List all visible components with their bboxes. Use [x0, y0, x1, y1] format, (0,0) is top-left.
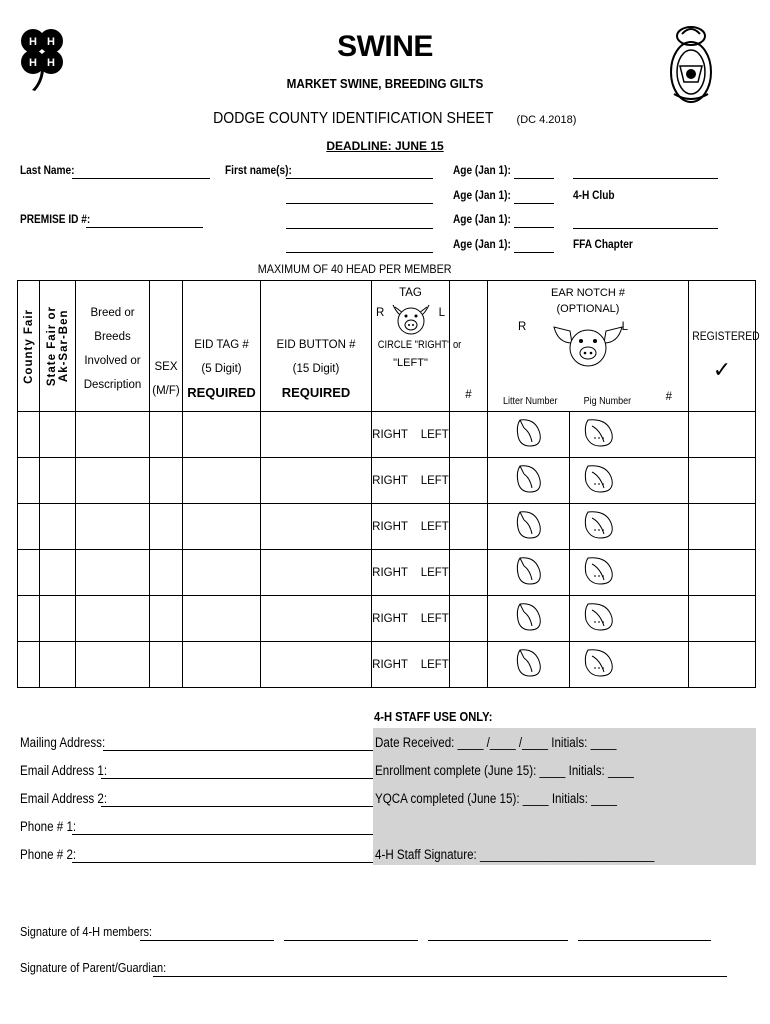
- breed-cell[interactable]: [76, 550, 150, 596]
- table-row: [18, 642, 756, 688]
- member-signature-input-4[interactable]: [578, 940, 711, 941]
- tag-side-cell[interactable]: [372, 504, 450, 550]
- pig-ear-icon: [582, 600, 616, 637]
- email1-input[interactable]: [101, 778, 373, 779]
- state-fair-cell[interactable]: [40, 642, 76, 688]
- sex-cell[interactable]: [150, 504, 183, 550]
- state-fair-cell[interactable]: [40, 504, 76, 550]
- county-fair-cell[interactable]: [18, 458, 40, 504]
- county-fair-cell[interactable]: [18, 504, 40, 550]
- eid-button-header: [261, 281, 372, 412]
- max-head-text: MAXIMUM OF 40 HEAD PER MEMBER: [258, 262, 452, 276]
- ear-notch-label: EAR NOTCH #: [551, 287, 625, 299]
- right-option[interactable]: RIGHT: [372, 658, 408, 671]
- tag-instruction-2: "LEFT": [393, 357, 428, 369]
- breed-cell[interactable]: [76, 412, 150, 458]
- pig-number-cell[interactable]: [570, 504, 689, 550]
- club-label: 4-H Club: [573, 190, 615, 202]
- first-name-input-3[interactable]: [286, 228, 433, 229]
- animal-id-table: [17, 280, 760, 688]
- registered-cell[interactable]: [689, 596, 756, 642]
- tag-number-cell[interactable]: [450, 458, 488, 504]
- eid-button-cell[interactable]: [261, 412, 372, 458]
- deadline: DEADLINE: JUNE 15: [326, 139, 444, 153]
- tag-side-cell[interactable]: [372, 596, 450, 642]
- breed-cell[interactable]: [76, 642, 150, 688]
- litter-ear-icon: [514, 441, 544, 453]
- svg-text:H: H: [47, 36, 55, 48]
- breed-cell[interactable]: [76, 458, 150, 504]
- eid-tag-label-2: (5 Digit): [201, 363, 242, 375]
- registered-header: [689, 281, 760, 412]
- eid-button-cell[interactable]: [261, 458, 372, 504]
- sheet-title-line: [0, 110, 770, 128]
- table-header-row: [18, 281, 756, 412]
- pig-ear-icon: [582, 416, 616, 453]
- pig-ear-icon: [582, 646, 616, 683]
- tag-instruction-1: CIRCLE "RIGHT" or: [377, 339, 462, 351]
- phone2-input[interactable]: [72, 862, 373, 863]
- page-subtitle: MARKET SWINE, BREEDING GILTS: [286, 76, 484, 91]
- eid-tag-required: REQUIRED: [187, 385, 256, 400]
- litter-number-cell[interactable]: [488, 458, 570, 504]
- svg-text:H: H: [29, 36, 37, 48]
- county-fair-header: [18, 281, 40, 412]
- county-fair-cell[interactable]: [18, 596, 40, 642]
- last-name-label: Last Name:: [20, 165, 75, 177]
- phone1-input[interactable]: [72, 834, 373, 835]
- table-row: [18, 504, 756, 550]
- age-input-3[interactable]: [514, 227, 554, 228]
- county-fair-cell[interactable]: [18, 550, 40, 596]
- county-fair-cell[interactable]: [18, 642, 40, 688]
- county-fair-label: County Fair: [22, 308, 35, 384]
- pig-number-cell[interactable]: [570, 596, 689, 642]
- breed-cell[interactable]: [76, 504, 150, 550]
- breed-label-2: Breeds: [94, 331, 131, 343]
- date-received: Date Received: ____ /____ /____ Initials: ____: [375, 735, 617, 750]
- mailing-address-input[interactable]: [103, 750, 373, 751]
- hash-header-1: #: [450, 281, 488, 412]
- member-signature-input-3[interactable]: [428, 940, 568, 941]
- ear-notch-header: [488, 281, 689, 412]
- age-label-1: Age (Jan 1):: [453, 165, 511, 177]
- svg-text:H: H: [29, 57, 37, 69]
- tag-side-cell[interactable]: [372, 550, 450, 596]
- tag-side-cell[interactable]: [372, 642, 450, 688]
- sex-label-1: SEX: [154, 361, 178, 373]
- sex-header: [150, 281, 183, 412]
- yqca-completed: YQCA completed (June 15): ____ Initials: ____: [375, 791, 618, 806]
- first-names-label: First name(s):: [225, 165, 292, 177]
- litter-number-cell[interactable]: [488, 504, 570, 550]
- litter-ear-icon: [514, 579, 544, 591]
- tag-number-cell[interactable]: [450, 550, 488, 596]
- pig-ear-icon: [582, 554, 616, 591]
- left-option[interactable]: LEFT: [420, 428, 449, 441]
- eid-tag-cell[interactable]: [183, 642, 261, 688]
- eid-button-label-1: EID BUTTON #: [276, 339, 356, 351]
- member-signature-input-2[interactable]: [284, 940, 418, 941]
- registered-cell[interactable]: [689, 550, 756, 596]
- first-name-input-4[interactable]: [286, 252, 433, 253]
- phone1-label: Phone # 1:: [20, 819, 77, 834]
- pig-number-cell[interactable]: [570, 412, 689, 458]
- club-name-input[interactable]: [573, 178, 718, 179]
- registered-cell[interactable]: [689, 412, 756, 458]
- pig-ear-icon: [582, 508, 616, 545]
- left-option[interactable]: LEFT: [420, 474, 449, 487]
- member-signature-label: Signature of 4-H members:: [20, 925, 153, 939]
- left-option[interactable]: LEFT: [420, 520, 449, 533]
- member-signature-input-1[interactable]: [140, 940, 274, 941]
- registered-cell[interactable]: [689, 458, 756, 504]
- tag-number-cell[interactable]: [450, 596, 488, 642]
- age-label-2: Age (Jan 1):: [453, 190, 511, 202]
- sex-cell[interactable]: [150, 596, 183, 642]
- pig-number-label: Pig Number: [583, 396, 632, 407]
- state-fair-header: [40, 281, 76, 412]
- table-row: [18, 458, 756, 504]
- state-fair-cell[interactable]: [40, 596, 76, 642]
- eid-tag-label-1: EID TAG #: [194, 339, 249, 351]
- age-input-2[interactable]: [514, 203, 554, 204]
- eid-tag-cell[interactable]: [183, 412, 261, 458]
- litter-ear-icon: [514, 671, 544, 683]
- ear-r-label: R: [518, 321, 527, 333]
- eid-button-label-2: (15 Digit): [292, 363, 340, 375]
- premise-id-input[interactable]: [86, 227, 203, 228]
- parent-signature-input[interactable]: [153, 976, 727, 977]
- state-fair-cell[interactable]: [40, 412, 76, 458]
- tag-label: TAG: [399, 287, 422, 299]
- table-row: [18, 596, 756, 642]
- sex-label-2: (M/F): [152, 385, 180, 397]
- pig-face-icon: [389, 301, 433, 337]
- right-option[interactable]: RIGHT: [372, 612, 408, 625]
- aksarben-label: Ak-Sar-Ben: [57, 309, 70, 383]
- eid-tag-cell[interactable]: [183, 596, 261, 642]
- tag-side-cell[interactable]: [372, 458, 450, 504]
- tag-side-cell[interactable]: [372, 412, 450, 458]
- litter-ear-icon: [514, 533, 544, 545]
- age-input-4[interactable]: [514, 252, 554, 253]
- tag-l-label: L: [438, 307, 445, 319]
- breed-label-1: Breed or: [90, 307, 135, 319]
- tag-number-cell[interactable]: [450, 504, 488, 550]
- breed-cell[interactable]: [76, 596, 150, 642]
- litter-number-cell[interactable]: [488, 412, 570, 458]
- page-title: SWINE: [337, 30, 433, 63]
- eid-button-cell[interactable]: [261, 596, 372, 642]
- state-fair-cell[interactable]: [40, 550, 76, 596]
- sex-cell[interactable]: [150, 412, 183, 458]
- litter-number-cell[interactable]: [488, 596, 570, 642]
- sheet-title: DODGE COUNTY IDENTIFICATION SHEET: [212, 110, 493, 127]
- max-head-note: [0, 262, 710, 276]
- sheet-code: (DC 4.2018): [516, 114, 577, 126]
- table-row: [18, 550, 756, 596]
- eid-tag-cell[interactable]: [183, 504, 261, 550]
- table-row: [18, 412, 756, 458]
- phone2-label: Phone # 2:: [20, 847, 77, 862]
- premise-id-label: PREMISE ID #:: [20, 214, 91, 226]
- staff-signature: 4-H Staff Signature: ___________________________: [375, 847, 655, 862]
- first-name-input-1[interactable]: [286, 178, 433, 179]
- eid-tag-cell[interactable]: [183, 458, 261, 504]
- sex-cell[interactable]: [150, 550, 183, 596]
- email2-input[interactable]: [101, 806, 373, 807]
- tag-number-cell[interactable]: [450, 412, 488, 458]
- tag-header: [372, 281, 462, 412]
- right-option[interactable]: RIGHT: [372, 474, 408, 487]
- pig-number-cell[interactable]: [570, 550, 689, 596]
- mailing-address-label: Mailing Address:: [20, 735, 106, 750]
- eid-tag-cell[interactable]: [183, 550, 261, 596]
- left-option[interactable]: LEFT: [420, 658, 449, 671]
- pig-number-cell[interactable]: [570, 458, 689, 504]
- pig-number-cell[interactable]: [570, 642, 689, 688]
- state-fair-cell[interactable]: [40, 458, 76, 504]
- eid-button-cell[interactable]: [261, 550, 372, 596]
- ffa-label: FFA Chapter: [573, 239, 633, 251]
- age-label-3: Age (Jan 1):: [453, 214, 511, 226]
- registered-label: REGISTERED: [692, 331, 760, 343]
- pig-ear-icon: [582, 462, 616, 499]
- email1-label: Email Address 1:: [20, 763, 108, 778]
- tag-number-cell[interactable]: [450, 642, 488, 688]
- right-option[interactable]: RIGHT: [372, 428, 408, 441]
- left-option[interactable]: LEFT: [420, 566, 449, 579]
- sex-cell[interactable]: [150, 642, 183, 688]
- eid-tag-header: [183, 281, 261, 412]
- svg-text:H: H: [47, 57, 55, 69]
- last-name-input[interactable]: [72, 178, 210, 179]
- right-option[interactable]: RIGHT: [372, 520, 408, 533]
- county-fair-cell[interactable]: [18, 412, 40, 458]
- litter-number-cell[interactable]: [488, 550, 570, 596]
- age-label-4: Age (Jan 1):: [453, 239, 511, 251]
- right-option[interactable]: RIGHT: [372, 566, 408, 579]
- ffa-chapter-input[interactable]: [573, 228, 718, 229]
- eid-button-required: REQUIRED: [281, 385, 351, 400]
- hash-label-2: #: [665, 391, 672, 403]
- litter-ear-icon: [514, 625, 544, 637]
- age-input-1[interactable]: [514, 178, 554, 179]
- breed-label-4: Description: [83, 379, 142, 391]
- email2-label: Email Address 2:: [20, 791, 108, 806]
- parent-signature-label: Signature of Parent/Guardian:: [20, 961, 167, 975]
- litter-ear-icon: [514, 487, 544, 499]
- litter-number-label: Litter Number: [503, 396, 558, 407]
- breed-label-3: Involved or: [84, 355, 141, 367]
- checkmark-icon: ✓: [712, 357, 732, 382]
- state-fair-label: State Fair or: [45, 305, 58, 387]
- sex-cell[interactable]: [150, 458, 183, 504]
- eid-button-cell[interactable]: [261, 642, 372, 688]
- breed-header: [76, 281, 150, 412]
- registered-cell[interactable]: [689, 504, 756, 550]
- litter-number-cell[interactable]: [488, 642, 570, 688]
- enrollment-complete: Enrollment complete (June 15): ____ Initials: ____: [375, 763, 634, 778]
- left-option[interactable]: LEFT: [420, 612, 449, 625]
- ear-l-label: L: [621, 321, 628, 333]
- pig-ear-notch-icon: [550, 321, 626, 371]
- ear-notch-optional: (OPTIONAL): [556, 303, 620, 315]
- eid-button-cell[interactable]: [261, 504, 372, 550]
- staff-heading: 4-H STAFF USE ONLY:: [374, 709, 493, 724]
- first-name-input-2[interactable]: [286, 203, 433, 204]
- registered-cell[interactable]: [689, 642, 756, 688]
- tag-r-label: R: [376, 307, 385, 319]
